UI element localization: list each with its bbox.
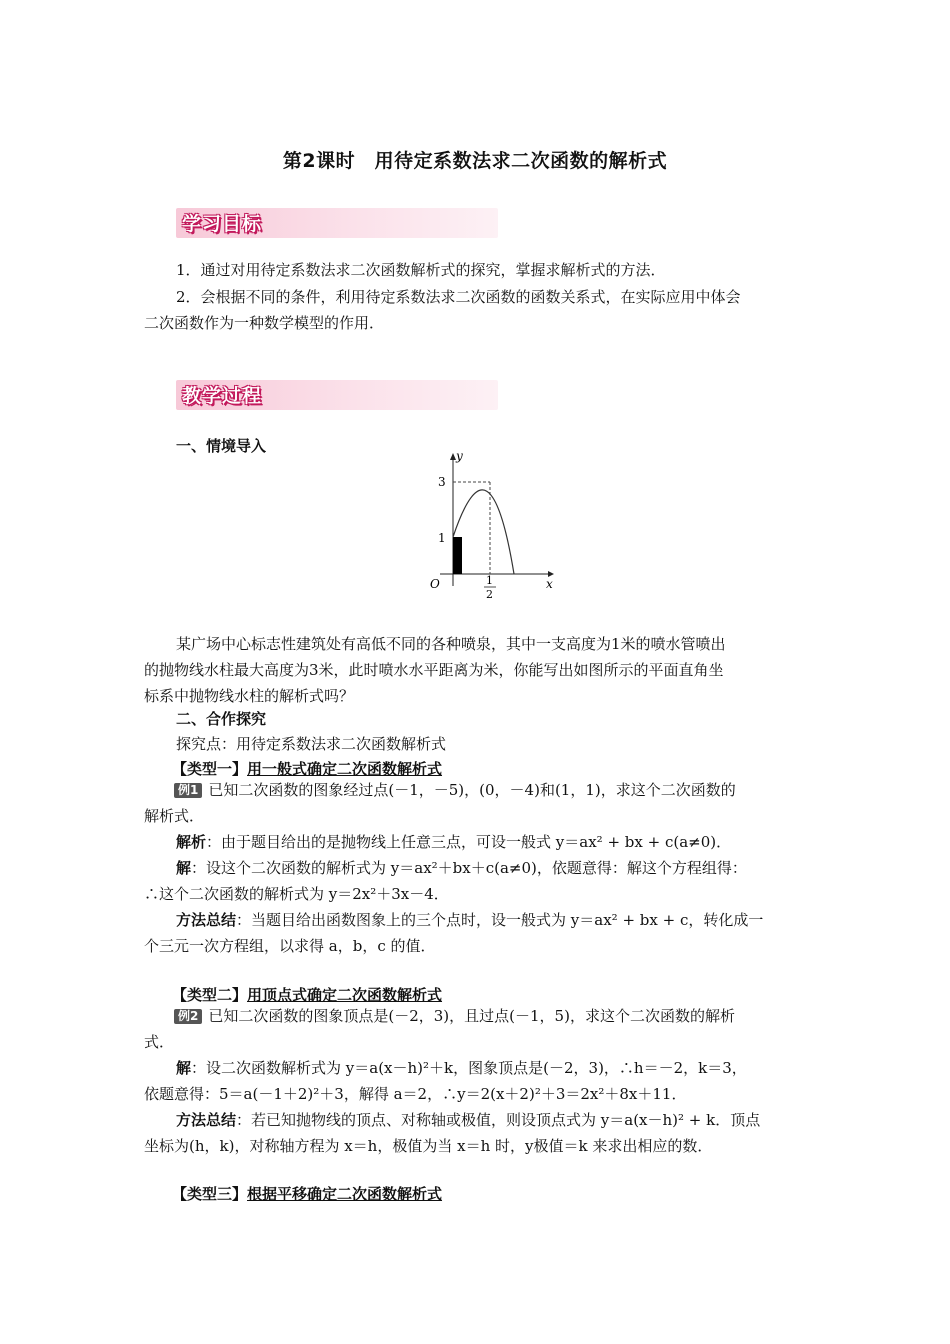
objective-1: 1．通过对用待定系数法求二次函数解析式的探究，掌握求解析式的方法． [176, 261, 666, 279]
example2-solution [144, 1055, 806, 1081]
summary-text: ：当题目给出函数图象上的三个点时，设一般式为 y＝ax² + bx + c，转化成一 [236, 911, 764, 929]
summary-label: 方法总结 [176, 911, 237, 929]
example2-solution-cont: 依题意得：5＝a(－1＋2)²＋3，解得 a＝2，∴y＝2(x＋2)²＋3＝2x²＋8x＋11． [144, 1085, 687, 1103]
example1-analysis [144, 829, 806, 855]
type3-heading [144, 1181, 806, 1207]
x-tick-numerator: 1 [486, 574, 493, 587]
example-2-badge: 例2 [174, 1009, 202, 1024]
process-banner [176, 380, 498, 410]
page-title: 第2课时 用待定系数法求二次函数的解析式 [282, 150, 668, 172]
type2-title: 用顶点式确定二次函数解析式 [247, 986, 443, 1004]
y-tick-1: 1 [438, 531, 446, 545]
section2-heading: 二、合作探究 [176, 710, 267, 728]
section1-heading: 一、情境导入 [176, 437, 267, 455]
explore-point: 探究点：用待定系数法求二次函数解析式 [176, 735, 447, 753]
example2-summary [144, 1107, 806, 1133]
summary2-label: 方法总结 [176, 1111, 237, 1129]
example2-problem [144, 1003, 806, 1029]
objectives-banner-label: 学习目标 [182, 213, 263, 235]
y-tick-3: 3 [438, 475, 446, 489]
x-axis-label: x [546, 577, 553, 591]
analysis-text: ：由于题目给出的是抛物线上任意三点，可设一般式 y＝ax² + bx + c(a≠0)． [206, 833, 732, 851]
solution2-text: ：设二次函数解析式为 y＝a(x－h)²＋k，图象顶点是(－2，3)，∴h＝－2，k＝3， [191, 1059, 747, 1077]
example1-solution [144, 855, 806, 881]
example2-summary-cont: 坐标为(h，k)，对称轴方程为 x＝h，极值为当 x＝h 时，y极值＝k 来求出相应的数． [144, 1137, 713, 1155]
example1-problem [144, 777, 806, 803]
example1-text: 已知二次函数的图象经过点(－1，－5)，(0，－4)和(1，1)，求这个二次函数的 [208, 781, 736, 799]
objectives-banner [176, 208, 498, 238]
x-tick-denominator: 2 [486, 588, 493, 600]
analysis-label: 解析 [176, 833, 207, 851]
water-pipe [453, 537, 462, 574]
example2-text: 已知二次函数的图象顶点是(－2，3)，且过点(－1，5)，求这个二次函数的解析 [208, 1007, 735, 1025]
example1-summary-cont: 个三元一次方程组，以求得 a，b，c 的值． [144, 937, 436, 955]
type3-bracket: 【类型三】 [172, 1185, 248, 1203]
intro-paragraph-line-3: 标系中抛物线水柱的解析式吗？ [144, 687, 355, 705]
type3-title: 根据平移确定二次函数解析式 [247, 1185, 443, 1203]
intro-paragraph-line-2: 的抛物线水柱最大高度为3米，此时喷水水平距离为米，你能写出如图所示的平面直角坐 [144, 661, 724, 679]
type1-bracket: 【类型一】 [172, 760, 248, 778]
parabola-graph [420, 448, 555, 600]
process-banner-label: 教学过程 [182, 385, 263, 407]
intro-paragraph-line-1: 某广场中心标志性建筑处有高低不同的各种喷泉，其中一支高度为1米的喷水管喷出 [176, 635, 726, 653]
type1-title: 用一般式确定二次函数解析式 [247, 760, 443, 778]
parabola-curve [453, 490, 514, 574]
origin-label: O [430, 577, 440, 591]
solution-text: ：设这个二次函数的解析式为 y＝ax²＋bx＋c(a≠0)，依题意得：解这个方程组得： [191, 859, 747, 877]
solution2-label: 解 [176, 1059, 192, 1077]
type2-bracket: 【类型二】 [172, 986, 248, 1004]
y-axis-label: y [456, 449, 463, 463]
example1-solution-cont: ∴这个二次函数的解析式为 y＝2x²＋3x－4． [144, 885, 449, 903]
example1-problem-cont: 解析式． [144, 807, 205, 825]
objective-2: 2．会根据不同的条件，利用待定系数法求二次函数的函数关系式，在实际应用中体会 [176, 288, 741, 306]
solution-label: 解 [176, 859, 192, 877]
example-1-badge: 例1 [174, 783, 202, 798]
example2-problem-cont: 式． [144, 1033, 175, 1051]
objective-2-cont: 二次函数作为一种数学模型的作用． [144, 314, 385, 332]
example1-summary [144, 907, 806, 933]
summary2-text: ：若已知抛物线的顶点、对称轴或极值，则设顶点式为 y＝a(x－h)² + k．顶点 [236, 1111, 761, 1129]
